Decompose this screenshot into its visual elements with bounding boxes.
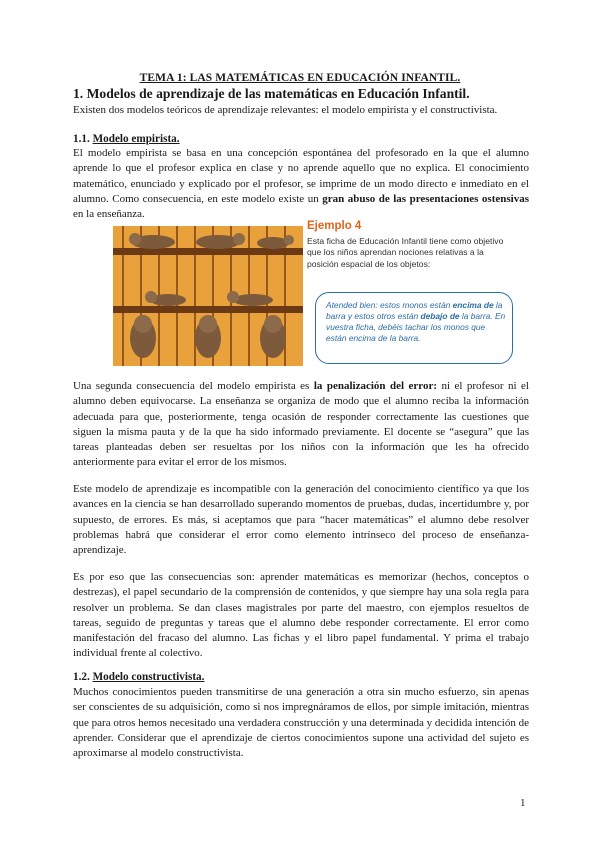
paragraph-constructivista-1: Muchos conocimientos pueden transmitirse de una generación a otra sin mucho esfuerzo, sin apenas ser conscientes de su adquisición, como si nos impregnáramos de ellos, por simple imitación, mientras que para otros hemos necesitado una verdadera construcción y una determinada y decidida intención de aprender. Considerar que el aprendizaje de ciertos conocimientos supone una actividad del sujeto es aproximarse al modelo constructivista. bbox=[73, 686, 529, 760]
paragraph-empirista-4: Es por eso que las consecuencias son: aprender matemáticas es memorizar (hechos, conceptos o destrezas), el papel secundario de la comprensión de contenidos, y que siempre hay una sola regla para resolver un problema. Se dan clases magistrales por parte del maestro, con ejemplos resueltos de tareas, seguido de preguntas y tareas que el alumno debe responder correctamente. El error como manifestación del fracaso del alumno. Las fichas y el libro papel fundamental. Y prima el trabajo individual frente al colectivo. bbox=[73, 571, 529, 660]
speech-bubble-text: Atended bien: estos monos están encima de la barra y estos otros están debajo de la barra. En vuestra ficha, debéis tachar los monos que están encima de la barra. bbox=[326, 300, 506, 343]
document-title: TEMA 1: LAS MATEMÁTICAS EN EDUCACIÓN INFANTIL. bbox=[139, 72, 461, 84]
example-title: Ejemplo 4 bbox=[307, 220, 362, 232]
subsection-heading-constructivista bbox=[73, 671, 204, 683]
paragraph-empirista-1: El modelo empirista se basa en una concepción espontánea del profesorado en la que el alumno aprende lo que el profesor explica en clase y no aprende aquello que no explica. El conocimiento matemático, enunciado y explicado por el profesor, se imprime de un modo directo e inmediato en el alumno. Como consecuencia, en este modelo existe un gran abuso de las presentaciones ostensivas en la enseñanza. bbox=[73, 147, 529, 221]
page-number: 1 bbox=[520, 797, 526, 809]
bold-phrase: la penalización del error: bbox=[313, 380, 437, 392]
subsection-title: Modelo constructivista. bbox=[92, 671, 205, 683]
monkeys-illustration bbox=[113, 226, 303, 366]
subsection-heading-empirista bbox=[73, 133, 180, 145]
subsection-number: 1.1. bbox=[73, 133, 90, 145]
paragraph-empirista-3: Este modelo de aprendizaje es incompatible con la generación del conocimiento científico ya que los avances en la ciencia se han desarrollado superando momentos de pruebas, dudas, incertidumbre y, por supuesto, de errores. Es más, si aceptamos que para “hacer matemáticas” el alumno debe resolver problemas habrá que considerar el error como elemento intrínseco del proceso de enseñanza-aprendizaje. bbox=[73, 483, 529, 557]
subsection-number: 1.2. bbox=[73, 671, 90, 683]
subsection-title: Modelo empirista. bbox=[92, 133, 180, 145]
section-heading: 1. Modelos de aprendizaje de las matemáticas en Educación Infantil. bbox=[73, 86, 470, 101]
section-intro: Existen dos modelos teóricos de aprendizaje relevantes: el modelo empirista y el constructivista. bbox=[73, 104, 498, 116]
speech-bubble bbox=[315, 292, 513, 364]
example-description: Esta ficha de Educación Infantil tiene como objetivo que los niños aprendan nociones relativas a la posición espacial de los objetos: bbox=[307, 236, 504, 269]
example-card bbox=[307, 220, 519, 370]
paragraph-empirista-2: Una segunda consecuencia del modelo empirista es la penalización del error: ni el profesor ni el alumno deben equivocarse. La enseñanza se organiza de modo que el alumno reciba la información adecuada para que, posteriormente, tenga ocasión de responder correctamente las cuestiones que siguen la misma pauta y de la que ha sido informado previamente. El docente se “asegura” que las tareas planteadas deben ser resueltas por los niños con la información que les ha ofrecido anteriormente para evitar el error de los mismos. bbox=[73, 380, 529, 469]
bold-phrase: gran abuso de las presentaciones ostensivas bbox=[322, 192, 529, 205]
